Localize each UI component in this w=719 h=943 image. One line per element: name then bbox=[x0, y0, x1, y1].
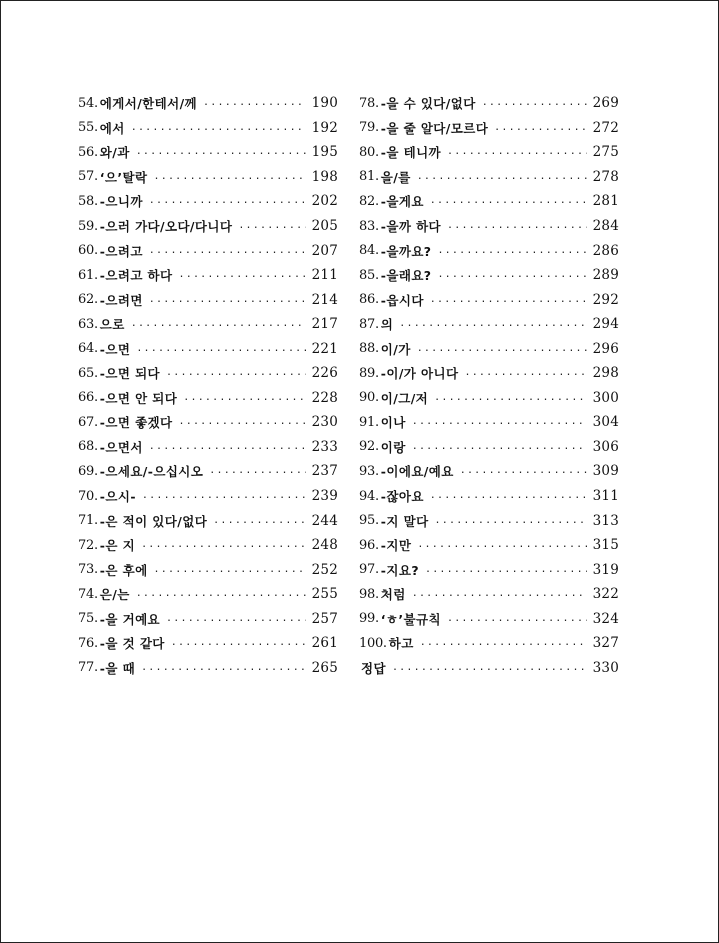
toc-entry-title: 이/그/저 bbox=[380, 390, 429, 406]
toc-entry bbox=[359, 263, 619, 288]
toc-entry-title: -으세요/-으십시오 bbox=[99, 464, 204, 480]
toc-entry-number: 64. bbox=[78, 341, 98, 357]
toc-dot-leader bbox=[392, 663, 587, 673]
toc-dot-leader bbox=[464, 368, 586, 378]
toc-entry-page-number: 289 bbox=[592, 267, 619, 284]
toc-entry bbox=[359, 557, 619, 582]
toc-entry-number: 85. bbox=[359, 267, 379, 283]
toc-entry-page-number: 315 bbox=[592, 537, 619, 554]
toc-entry bbox=[359, 336, 619, 361]
toc-entry-page-number: 252 bbox=[311, 561, 338, 578]
toc-entry-page-number: 275 bbox=[592, 144, 619, 161]
toc-dot-leader bbox=[136, 147, 306, 157]
toc-entry-page-number: 207 bbox=[311, 242, 338, 259]
toc-entry-number: 63. bbox=[78, 316, 98, 332]
toc-entry-page-number: 265 bbox=[311, 659, 338, 676]
toc-entry-number: 89. bbox=[359, 365, 379, 381]
toc-entry-page-number: 319 bbox=[592, 561, 619, 578]
toc-entry bbox=[359, 361, 619, 386]
toc-entry bbox=[78, 459, 338, 484]
toc-entry-title: -을 때 bbox=[99, 660, 136, 676]
toc-dot-leader bbox=[412, 442, 587, 452]
toc-entry-number: 97. bbox=[359, 562, 379, 578]
toc-entry-title: 이/가 bbox=[380, 341, 411, 357]
toc-dot-leader bbox=[136, 344, 305, 354]
table-of-contents bbox=[0, 91, 719, 691]
toc-entry bbox=[359, 435, 619, 460]
toc-entry bbox=[359, 189, 619, 214]
toc-dot-leader bbox=[460, 466, 587, 476]
toc-entry-page-number: 221 bbox=[311, 340, 338, 357]
toc-entry bbox=[78, 91, 338, 116]
toc-entry-page-number: 281 bbox=[592, 193, 619, 210]
toc-entry-page-number: 205 bbox=[311, 218, 338, 234]
toc-entry-title: 하고 bbox=[388, 636, 414, 652]
toc-entry-page-number: 233 bbox=[311, 438, 338, 455]
toc-entry bbox=[78, 189, 338, 214]
toc-entry-title: -으려면 bbox=[99, 292, 143, 308]
toc-entry bbox=[78, 533, 338, 558]
toc-entry bbox=[78, 410, 338, 435]
toc-dot-leader bbox=[437, 270, 586, 280]
toc-entry-title: -잖아요 bbox=[380, 489, 424, 505]
toc-entry-number: 65. bbox=[78, 365, 98, 381]
toc-entry bbox=[78, 484, 338, 509]
toc-entry bbox=[359, 484, 619, 509]
toc-dot-leader bbox=[447, 147, 587, 157]
toc-entry-number: 60. bbox=[78, 243, 98, 259]
toc-dot-leader bbox=[183, 393, 305, 403]
toc-entry-number: 55. bbox=[78, 120, 98, 136]
toc-entry-number: 87. bbox=[359, 316, 379, 332]
toc-entry-number: 82. bbox=[359, 193, 379, 209]
toc-entry-title: -이/가 아니다 bbox=[380, 366, 459, 382]
toc-entry-title: -을 수 있다/없다 bbox=[380, 96, 476, 112]
toc-entry-number: 79. bbox=[359, 120, 379, 136]
toc-entry bbox=[359, 91, 619, 116]
toc-entry-title: 와/과 bbox=[99, 145, 130, 161]
toc-dot-leader bbox=[434, 393, 586, 403]
toc-dot-leader bbox=[447, 221, 587, 231]
toc-entry-number: 61. bbox=[78, 267, 98, 283]
toc-entry-title: -지만 bbox=[380, 538, 412, 554]
toc-entry-page-number: 300 bbox=[592, 389, 619, 406]
toc-entry-number: 75. bbox=[78, 611, 98, 627]
toc-dot-leader bbox=[213, 516, 305, 526]
toc-dot-leader bbox=[412, 417, 587, 427]
toc-entry bbox=[78, 312, 338, 337]
toc-entry bbox=[78, 557, 338, 582]
toc-entry-page-number: 292 bbox=[592, 291, 619, 308]
toc-entry-title: -을까요? bbox=[380, 243, 432, 259]
toc-dot-leader bbox=[131, 319, 306, 329]
toc-entry-page-number: 211 bbox=[311, 267, 338, 284]
toc-entry-title: -을 테니까 bbox=[380, 145, 442, 161]
toc-entry bbox=[359, 214, 619, 239]
toc-entry-page-number: 269 bbox=[592, 95, 619, 112]
toc-entry-number: 71. bbox=[78, 513, 98, 529]
toc-entry-page-number: 327 bbox=[592, 635, 619, 652]
toc-entry-title: -을 거예요 bbox=[99, 611, 161, 627]
toc-dot-leader bbox=[399, 319, 586, 329]
toc-entry-page-number: 237 bbox=[311, 463, 338, 480]
toc-entry-page-number: 272 bbox=[592, 119, 619, 136]
toc-column-right bbox=[359, 91, 619, 680]
toc-entry-title: -으러 가다/오다/다니다 bbox=[99, 219, 233, 234]
toc-entry bbox=[359, 116, 619, 141]
toc-entry-page-number: 202 bbox=[311, 193, 338, 210]
toc-entry-page-number: 248 bbox=[311, 537, 338, 554]
toc-entry-page-number: 257 bbox=[311, 610, 338, 627]
toc-entry bbox=[359, 287, 619, 312]
toc-entry-number: 76. bbox=[78, 635, 98, 651]
toc-entry-title: -을 것 같다 bbox=[99, 636, 165, 652]
toc-entry-page-number: 198 bbox=[311, 168, 338, 185]
toc-entry-title: -으려고 bbox=[99, 243, 143, 259]
toc-entry-number: 62. bbox=[78, 292, 98, 308]
toc-entry bbox=[359, 631, 619, 656]
toc-entry-number: 72. bbox=[78, 537, 98, 553]
toc-entry-number: 68. bbox=[78, 439, 98, 455]
toc-entry-number: 58. bbox=[78, 193, 98, 209]
toc-dot-leader bbox=[417, 540, 586, 550]
toc-entry-number: 91. bbox=[359, 414, 379, 430]
toc-entry-page-number: 324 bbox=[592, 610, 619, 627]
toc-entry bbox=[78, 214, 338, 239]
toc-entry-title: -으면서 bbox=[99, 439, 143, 455]
toc-entry-page-number: 309 bbox=[592, 463, 619, 480]
toc-entry-number: 73. bbox=[78, 562, 98, 578]
toc-dot-leader bbox=[179, 270, 306, 280]
toc-entry-title: ‘으’탈락 bbox=[99, 169, 148, 185]
toc-entry-title: 으로 bbox=[99, 317, 125, 333]
toc-entry-page-number: 255 bbox=[311, 586, 338, 603]
toc-entry-title: -으시- bbox=[99, 489, 136, 505]
toc-entry-page-number: 261 bbox=[311, 635, 338, 652]
toc-entry-page-number: 294 bbox=[592, 316, 619, 333]
toc-entry-number: 57. bbox=[78, 169, 98, 185]
toc-entry-title: -은 적이 있다/없다 bbox=[99, 513, 208, 529]
toc-entry-page-number: 306 bbox=[592, 438, 619, 455]
toc-entry bbox=[78, 116, 338, 141]
toc-entry-title: -지요? bbox=[380, 562, 419, 578]
toc-dot-leader bbox=[149, 246, 306, 256]
toc-entry-page-number: 311 bbox=[592, 488, 619, 505]
toc-dot-leader bbox=[435, 516, 587, 526]
toc-entry bbox=[78, 238, 338, 263]
toc-entry-page-number: 330 bbox=[592, 659, 619, 676]
toc-entry bbox=[359, 508, 619, 533]
toc-entry-number: 83. bbox=[359, 218, 379, 234]
toc-entry bbox=[359, 386, 619, 411]
toc-dot-leader bbox=[166, 614, 306, 624]
toc-dot-leader bbox=[417, 344, 587, 354]
toc-dot-leader bbox=[417, 172, 587, 182]
toc-entry bbox=[78, 140, 338, 165]
toc-entry-number: 80. bbox=[359, 144, 379, 160]
toc-entry-page-number: 217 bbox=[311, 316, 338, 333]
toc-entry-number: 56. bbox=[78, 144, 98, 160]
toc-dot-leader bbox=[141, 663, 306, 673]
toc-dot-leader bbox=[154, 565, 306, 575]
toc-entry-number: 95. bbox=[359, 513, 379, 529]
toc-entry-title: -으면 안 되다 bbox=[99, 390, 178, 406]
toc-entry-title: 정답 bbox=[361, 660, 386, 676]
toc-dot-leader bbox=[425, 565, 587, 575]
toc-entry-title: -으면 bbox=[99, 341, 131, 357]
toc-dot-leader bbox=[447, 614, 587, 624]
toc-entry-page-number: 192 bbox=[311, 119, 338, 136]
toc-entry-title: 이랑 bbox=[380, 439, 406, 455]
toc-entry-number: 70. bbox=[78, 488, 98, 504]
toc-entry bbox=[78, 386, 338, 411]
toc-entry-number: 69. bbox=[78, 463, 98, 479]
toc-dot-leader bbox=[131, 123, 306, 133]
toc-entry bbox=[359, 410, 619, 435]
toc-entry-title: -이에요/예요 bbox=[380, 464, 454, 480]
toc-dot-leader bbox=[238, 221, 305, 231]
toc-dot-leader bbox=[171, 638, 306, 648]
toc-entry-number: 59. bbox=[78, 218, 98, 234]
toc-entry-page-number: 313 bbox=[592, 512, 619, 529]
toc-dot-leader bbox=[437, 246, 586, 256]
toc-entry-number: 86. bbox=[359, 292, 379, 308]
toc-dot-leader bbox=[141, 540, 306, 550]
toc-entry-title: 이나 bbox=[380, 415, 406, 431]
toc-entry-title: 처럼 bbox=[380, 587, 406, 603]
toc-entry bbox=[78, 656, 338, 681]
toc-dot-leader bbox=[430, 196, 587, 206]
toc-entry-page-number: 284 bbox=[592, 218, 619, 234]
toc-dot-leader bbox=[412, 589, 587, 599]
toc-entry bbox=[78, 263, 338, 288]
toc-column-left bbox=[78, 91, 338, 680]
toc-entry bbox=[359, 165, 619, 190]
toc-entry bbox=[78, 165, 338, 190]
toc-entry bbox=[78, 361, 338, 386]
toc-entry-title: 에게서/한테서/께 bbox=[99, 96, 198, 112]
toc-entry-page-number: 244 bbox=[311, 512, 338, 529]
toc-dot-leader bbox=[179, 417, 306, 427]
toc-entry-title: 은/는 bbox=[99, 587, 130, 603]
toc-entry-title: -을게요 bbox=[380, 194, 424, 210]
toc-entry bbox=[359, 582, 619, 607]
toc-entry-title: -지 말다 bbox=[380, 513, 429, 529]
toc-dot-leader bbox=[166, 368, 306, 378]
toc-entry-number: 90. bbox=[359, 390, 379, 406]
toc-entry bbox=[359, 238, 619, 263]
toc-entry-page-number: 278 bbox=[592, 168, 619, 185]
toc-entry-number: 93. bbox=[359, 463, 379, 479]
toc-entry bbox=[78, 508, 338, 533]
toc-entry-number: 92. bbox=[359, 439, 379, 455]
toc-entry bbox=[78, 287, 338, 312]
toc-dot-leader bbox=[149, 295, 306, 305]
toc-entry-number: 81. bbox=[359, 169, 379, 185]
toc-entry-title: -을까 하다 bbox=[380, 219, 442, 234]
toc-entry bbox=[359, 606, 619, 631]
toc-entry bbox=[359, 459, 619, 484]
toc-entry-page-number: 214 bbox=[311, 291, 338, 308]
toc-entry-number: 74. bbox=[78, 586, 98, 602]
toc-entry bbox=[359, 533, 619, 558]
toc-entry-number: 67. bbox=[78, 414, 98, 430]
toc-dot-leader bbox=[482, 98, 587, 108]
toc-entry bbox=[78, 435, 338, 460]
toc-entry-number: 94. bbox=[359, 488, 379, 504]
toc-entry bbox=[78, 606, 338, 631]
toc-entry-title: -으면 되다 bbox=[99, 366, 161, 382]
toc-entry-page-number: 195 bbox=[311, 144, 338, 161]
toc-entry-title: 의 bbox=[380, 317, 394, 333]
toc-dot-leader bbox=[430, 295, 587, 305]
toc-entry-page-number: 226 bbox=[311, 365, 338, 382]
toc-entry-title: -읍시다 bbox=[380, 292, 424, 308]
toc-entry-number: 96. bbox=[359, 537, 379, 553]
toc-dot-leader bbox=[149, 442, 306, 452]
toc-entry bbox=[359, 656, 619, 681]
toc-entry-page-number: 228 bbox=[311, 389, 338, 406]
toc-entry-title: -으면 좋겠다 bbox=[99, 415, 173, 431]
toc-entry-title: 을/를 bbox=[380, 169, 411, 185]
toc-dot-leader bbox=[154, 172, 306, 182]
toc-entry-page-number: 322 bbox=[592, 586, 619, 603]
toc-entry-number: 100. bbox=[359, 635, 387, 651]
toc-entry-page-number: 304 bbox=[592, 414, 619, 431]
toc-entry-page-number: 298 bbox=[592, 365, 619, 382]
toc-entry-page-number: 296 bbox=[592, 340, 619, 357]
toc-dot-leader bbox=[430, 491, 587, 501]
toc-entry-number: 54. bbox=[78, 95, 98, 111]
toc-entry-number: 77. bbox=[78, 660, 98, 676]
toc-entry-page-number: 239 bbox=[311, 488, 338, 505]
toc-entry-number: 78. bbox=[359, 95, 379, 111]
toc-dot-leader bbox=[149, 196, 306, 206]
toc-entry-title: -으니까 bbox=[99, 194, 143, 210]
toc-dot-leader bbox=[209, 466, 305, 476]
toc-dot-leader bbox=[420, 638, 587, 648]
toc-dot-leader bbox=[203, 98, 306, 108]
toc-entry-title: ‘ㅎ’불규칙 bbox=[380, 611, 441, 627]
toc-entry-number: 66. bbox=[78, 390, 98, 406]
toc-entry bbox=[78, 336, 338, 361]
toc-entry-number: 84. bbox=[359, 243, 379, 259]
toc-dot-leader bbox=[494, 123, 586, 133]
toc-entry bbox=[359, 312, 619, 337]
toc-entry-title: -은 후에 bbox=[99, 562, 148, 578]
toc-dot-leader bbox=[136, 589, 306, 599]
toc-entry bbox=[78, 631, 338, 656]
toc-entry-title: -을 줄 알다/모르다 bbox=[380, 120, 489, 136]
toc-entry-page-number: 190 bbox=[311, 95, 338, 112]
toc-entry-number: 99. bbox=[359, 611, 379, 627]
toc-entry-number: 98. bbox=[359, 586, 379, 602]
toc-dot-leader bbox=[142, 491, 306, 501]
toc-entry bbox=[78, 582, 338, 607]
toc-entry-title: -은 지 bbox=[99, 538, 136, 554]
toc-entry-title: 에서 bbox=[99, 120, 125, 136]
toc-entry-number: 88. bbox=[359, 341, 379, 357]
toc-entry-page-number: 286 bbox=[592, 242, 619, 259]
toc-entry-title: -을래요? bbox=[380, 268, 432, 284]
toc-entry-page-number: 230 bbox=[311, 414, 338, 431]
toc-entry-title: -으려고 하다 bbox=[99, 268, 173, 284]
toc-entry bbox=[359, 140, 619, 165]
